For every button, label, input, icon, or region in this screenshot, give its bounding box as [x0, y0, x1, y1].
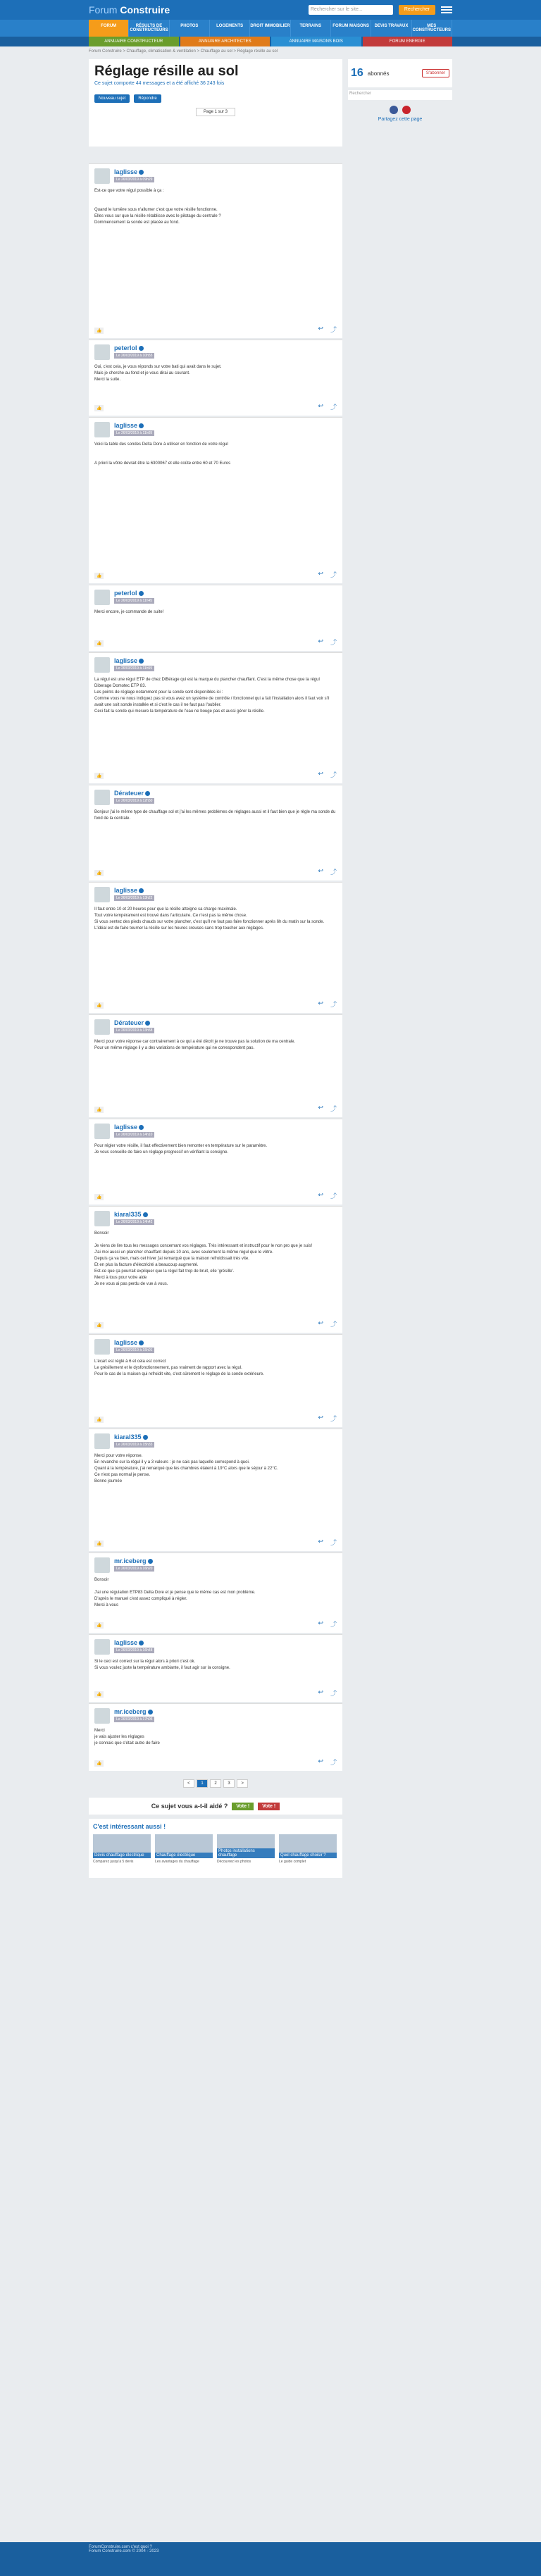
reply-icon[interactable]: ↩	[318, 1757, 323, 1765]
post-meta: Le 26/03/2019 à 14h42	[114, 1219, 154, 1225]
content-wrap	[89, 46, 452, 1864]
verified-icon	[139, 591, 144, 596]
subscriber-label: abonnés	[367, 70, 390, 77]
share-icon[interactable]: ⤴	[330, 1621, 337, 1628]
nav-item[interactable]: MES CONSTRUCTEURS	[412, 20, 452, 37]
verified-icon	[143, 1435, 148, 1440]
verified-icon	[139, 659, 144, 664]
post	[89, 1014, 342, 1117]
like-button[interactable]: 👍	[94, 1107, 104, 1113]
post	[89, 585, 342, 651]
nav-item[interactable]: PHOTOS	[170, 20, 210, 37]
post-body: Voici la table des sondes Delta Dore à utiliser en fonction de votre régul A priori la vôtre devrait être la 6300067 et elle coûte entre 60 et 70 Euros	[94, 442, 231, 466]
sidebar-search[interactable]: Rechercher	[348, 90, 452, 100]
post	[89, 652, 342, 783]
post-author[interactable]: laglisse	[114, 1339, 138, 1346]
post-author[interactable]: laglisse	[114, 1639, 138, 1646]
share-icon[interactable]: ⤴	[330, 1193, 337, 1200]
footer-line: ForumConstruire.com c'est quoi ?	[89, 2545, 152, 2549]
vote-no-button[interactable]: Vote !	[258, 1803, 280, 1810]
like-button[interactable]: 👍	[94, 328, 104, 334]
post-author[interactable]: Dérateuer	[114, 1019, 144, 1026]
post-body: L'écart est réglé à 6 et cela est correct Le grésillement et le dysfonctionnement, pas vraiment de rapport avec la régul. Pour le cas de la maison qui refroidit vite, c'est sûrement le réglage de la sonde extérieure.	[94, 1359, 264, 1376]
subscriber-count: 16	[351, 67, 363, 79]
post-author[interactable]: kiaral335	[114, 1211, 142, 1218]
sidebar	[348, 59, 452, 122]
like-button[interactable]: 👍	[94, 1002, 104, 1009]
page-link[interactable]: 3	[223, 1779, 234, 1788]
main-nav	[0, 20, 541, 37]
post-meta: Le 26/03/2019 à 12h50	[114, 798, 154, 804]
avatar[interactable]	[94, 590, 110, 605]
menu-icon[interactable]	[441, 6, 452, 13]
avatar[interactable]	[94, 1124, 110, 1139]
post-author[interactable]: laglisse	[114, 168, 138, 175]
subnav-item[interactable]: ANNUAIRE MAISONS BOIS	[271, 37, 361, 46]
share-icon[interactable]: ⤴	[330, 326, 337, 333]
avatar[interactable]	[94, 1639, 110, 1655]
post-body: Merci encore, je commande de suite!	[94, 610, 164, 614]
related-card[interactable]: Chauffage électrique Les avantages du chauffage	[155, 1834, 213, 1865]
related-card[interactable]: Photos installations chauffage Découvrez les photos	[217, 1834, 275, 1865]
avatar[interactable]	[94, 422, 110, 437]
related-card[interactable]: Devis chauffage électrique Comparez jusqu'à 5 devis	[93, 1834, 151, 1865]
post-author[interactable]: mr.iceberg	[114, 1557, 147, 1564]
verified-icon	[148, 1559, 153, 1564]
share-label: Partagez cette page	[378, 117, 423, 122]
post	[89, 1703, 342, 1771]
post-body: Est-ce que votre régul possible à ça : Quand le lumière sous n'allumer c'est que votre résille fonctionne. Elles vous sur que la résille rétablisse avec le pilotage du centrale ? Dommencement la sonde est placée au fond.	[94, 189, 221, 225]
like-button[interactable]: 👍	[94, 640, 104, 647]
like-button[interactable]: 👍	[94, 1541, 104, 1547]
reply-icon[interactable]: ↩	[318, 1000, 323, 1007]
avatar[interactable]	[94, 1019, 110, 1035]
like-button[interactable]: 👍	[94, 1417, 104, 1423]
related-title: C'est intéressant aussi !	[93, 1823, 166, 1830]
page-selector[interactable]: Page 1 sur 3	[94, 110, 337, 114]
nav-item[interactable]: DEVIS TRAVAUX	[371, 20, 411, 37]
page-link[interactable]: 2	[210, 1779, 220, 1788]
verified-icon	[139, 170, 144, 175]
share-icon[interactable]: ⤴	[330, 1321, 337, 1328]
post-meta: Le 26/03/2019 à 17h05	[114, 1717, 154, 1722]
footer-line: Forum Construire.com © 2004 - 2023	[89, 2549, 159, 2553]
reply-icon[interactable]: ↩	[318, 770, 323, 777]
post-meta: Le 26/03/2019 à 16h48	[114, 1648, 154, 1653]
pagination	[89, 1779, 342, 1788]
page-link[interactable]: 1	[197, 1779, 207, 1788]
post	[89, 1634, 342, 1702]
post-body: Merci pour votre réponse. En revanche sur la régul il y a 3 valeurs : je ne sais pas laquelle correspond à quoi. Quant à la température, j'ai remarqué que les chambres étaient à 19°C alors que le séjour à 22°C. Ce n'est pas normal je pense. Bonne journée	[94, 1454, 278, 1483]
post	[89, 1553, 342, 1633]
post	[89, 417, 342, 583]
reply-icon[interactable]: ↩	[318, 1538, 323, 1545]
site-logo[interactable]: Forum Construire	[89, 4, 170, 15]
post	[89, 785, 342, 881]
share-icon[interactable]: ⤴	[330, 404, 337, 411]
post-meta: Le 26/03/2019 à 11h59	[114, 666, 154, 671]
subnav-item[interactable]: ANNUAIRE CONSTRUCTEUR	[89, 37, 179, 46]
post-meta: Le 26/03/2019 à 10h55	[114, 353, 154, 359]
share-icon[interactable]: ⤴	[330, 1539, 337, 1546]
nav-item[interactable]: TERRAINS	[291, 20, 331, 37]
post-meta: Le 26/03/2019 à 13h58	[114, 1028, 154, 1033]
subnav-item[interactable]: FORUM ENERGIE	[363, 37, 453, 46]
reply-icon[interactable]: ↩	[318, 637, 323, 645]
avatar[interactable]	[94, 887, 110, 902]
subscribers-box	[348, 59, 452, 87]
post-author[interactable]: peterlol	[114, 344, 137, 351]
post-body: Pour régler votre résille, il faut effectivement bien remonter en température sur le paramètre. Je vous conseille de faire un réglage progressif en vérifiant la consigne.	[94, 1144, 268, 1155]
sub-nav	[0, 37, 541, 46]
avatar[interactable]	[94, 1557, 110, 1573]
post-author[interactable]: laglisse	[114, 1124, 138, 1131]
post-body: Merci je vais ajuster les réglages je connais que c'était autre de faire	[94, 1729, 160, 1746]
avatar[interactable]	[94, 1211, 110, 1226]
page-subtitle: Ce sujet comporte 44 messages et a été affiché 36 243 fois	[94, 81, 225, 86]
like-button[interactable]: 👍	[94, 1622, 104, 1629]
post-body: Il faut entre 10 et 20 heures pour que la résille atteigne sa charge maximale. Tout votre tempérament est trouvé dans l'articulaire. Ce n'est pas la même chose. Si vous sentez des pieds chauds sur votre plancher, c'est qu'il ne faut pas faire fonctionner après 6h du matin sur la sonde. L'idéal est de faire tourner la résille sur les heures creuses sans trop toucher aux réglages.	[94, 907, 325, 931]
vote-yes-button[interactable]: Vote !	[232, 1803, 254, 1810]
like-button[interactable]: 👍	[94, 1760, 104, 1767]
verified-icon	[139, 346, 144, 351]
nav-item[interactable]: FORUM	[89, 20, 129, 37]
share-box	[348, 106, 452, 122]
post	[89, 340, 342, 416]
reply-icon[interactable]: ↩	[318, 867, 323, 874]
post-meta: Le 26/03/2019 à 16h20	[114, 1566, 154, 1572]
share-icon[interactable]: ⤴	[330, 1690, 337, 1697]
post-author[interactable]: Dérateuer	[114, 790, 144, 797]
post-body: Bonjour j'ai le même type de chauffage sol et j'ai les mêmes problèmes de réglages aussi et il faut bien que je règle ma sonde du fond de la centrale.	[94, 810, 336, 821]
page-next[interactable]: >	[237, 1779, 248, 1788]
reply-icon[interactable]: ↩	[318, 1191, 323, 1198]
verified-icon	[139, 888, 144, 893]
subscribe-button[interactable]: S'abonner	[422, 69, 449, 77]
share-icon[interactable]: ⤴	[330, 1105, 337, 1112]
vote-box	[89, 1798, 342, 1815]
reply-icon[interactable]: ↩	[318, 1104, 323, 1111]
share-icon[interactable]: ⤴	[330, 571, 337, 578]
facebook-icon[interactable]	[390, 106, 398, 114]
post-meta: Le 26/03/2019 à 15h01	[114, 1348, 154, 1353]
search-input[interactable]: Rechercher sur le site...	[309, 5, 393, 15]
post	[89, 163, 342, 338]
post-body: Merci pour votre réponse car contrairement à ce qui a été décrit je ne trouve pas la solution de ma centrale. Pour un même réglage il y a des variations de température qui ne correspondent pas.	[94, 1040, 296, 1050]
footer	[0, 2542, 541, 2576]
breadcrumb[interactable]: Forum Construire > Chauffage, climatisation & ventilation > Chauffage au sol > Réglage résille au sol	[89, 49, 278, 54]
verified-icon	[145, 1021, 150, 1026]
post-body: Bonsoir J'ai une régulation ETP83 Delta Dore et je pense que le même cas est mon problème. D'après le manuel c'est assez compliqué à régler. Merci à vous	[94, 1578, 256, 1607]
search-button[interactable]: Rechercher	[399, 5, 435, 15]
related-box	[89, 1819, 342, 1878]
post	[89, 1334, 342, 1427]
subnav-item[interactable]: ANNUAIRE ARCHITECTES	[180, 37, 270, 46]
share-icon[interactable]: ⤴	[330, 639, 337, 646]
reply-button[interactable]: Répondre	[134, 94, 161, 103]
like-button[interactable]: 👍	[94, 1322, 104, 1329]
verified-icon	[139, 1641, 144, 1645]
like-button[interactable]: 👍	[94, 773, 104, 779]
avatar[interactable]	[94, 1339, 110, 1355]
avatar[interactable]	[94, 657, 110, 673]
post	[89, 1429, 342, 1551]
post-body: La régul est une régul ETP de chez DiBérage qui est la marque du plancher chauffant. C'est la même chose que la régul Diberage Domotec ETP 83. Les points de réglage notamment pour la sonde sont disponibles ici : Comme vous ne nous indiquez pas si vous avez un système de contrôle / fonctionnel qui a fait l'installation alors il faut voir s'il avait une soit sonde installée et si c'est le cas il ne faut pas l'oublier. Ceci fait la sonde qui mesure la température de l'eau ne bouge pas et aussi gérer la résille.	[94, 678, 330, 714]
avatar[interactable]	[94, 1708, 110, 1724]
nav-item[interactable]: LOGEMENTS	[210, 20, 250, 37]
like-button[interactable]: 👍	[94, 1691, 104, 1698]
verified-icon	[143, 1212, 148, 1217]
share-icon[interactable]: ⤴	[330, 1001, 337, 1008]
post-body: Oui, c'est cela, je vous réponds sur votre bati qui avait dans le sujet. Mais je cherche au fond et je vous dirai au courant. Merci la suite.	[94, 365, 222, 382]
page-title: Réglage résille au sol	[94, 63, 239, 79]
top-bar	[0, 0, 541, 20]
post-meta: Le 26/03/2019 à 14h10	[114, 1132, 154, 1138]
like-button[interactable]: 👍	[94, 1194, 104, 1200]
reply-icon[interactable]: ↩	[318, 325, 323, 332]
reply-icon[interactable]: ↩	[318, 1319, 323, 1326]
reply-icon[interactable]: ↩	[318, 1414, 323, 1421]
post-meta: Le 26/03/2019 à 11h09	[114, 430, 154, 436]
pinterest-icon[interactable]	[402, 106, 411, 114]
post-meta: Le 26/03/2019 à 09h29	[114, 177, 154, 182]
post	[89, 1119, 342, 1205]
page-prev[interactable]: <	[183, 1779, 194, 1788]
post	[89, 1206, 342, 1333]
nav-item[interactable]: FORUM MAISONS	[331, 20, 371, 37]
vote-question: Ce sujet vous a-t-il aidé ?	[151, 1803, 228, 1810]
avatar[interactable]	[94, 790, 110, 805]
avatar[interactable]	[94, 168, 110, 184]
post-author[interactable]: laglisse	[114, 887, 138, 894]
verified-icon	[139, 423, 144, 428]
like-button[interactable]: 👍	[94, 573, 104, 579]
reply-icon[interactable]: ↩	[318, 1619, 323, 1626]
reply-icon[interactable]: ↩	[318, 1688, 323, 1695]
post-body: Bonsoir Je viens de lire tous les messages concernant vos réglages. Très intéressant et instructif pour le non pro que je suis! J'ai moi aussi un plancher chauffant depuis 10 ans, avec seulement la même régul que le vôtre. Depuis ça va bien, mais cet hiver j'ai remarqué que la maison refroidissait très vite. Et en plus la facture d'électricité a beaucoup augmenté. Est-ce que ça pourrait expliquer que la régul fait trop de bruit, elle 'grésille'. Merci à tous pour votre aide Je ne vous ai pas perdu de vue à vous.	[94, 1231, 313, 1286]
title-box	[89, 59, 342, 147]
like-button[interactable]: 👍	[94, 405, 104, 411]
like-button[interactable]: 👍	[94, 870, 104, 876]
verified-icon	[139, 1340, 144, 1345]
verified-icon	[139, 1125, 144, 1130]
nav-item[interactable]: RÉSULTS DE CONSTRUCTEURS	[129, 20, 169, 37]
main-column	[89, 59, 342, 147]
post	[89, 882, 342, 1013]
post-author[interactable]: peterlol	[114, 590, 137, 597]
post-meta: Le 26/03/2019 à 13h22	[114, 895, 154, 901]
post-meta: Le 26/03/2019 à 15h33	[114, 1442, 154, 1448]
reply-icon[interactable]: ↩	[318, 570, 323, 577]
verified-icon	[148, 1710, 153, 1715]
avatar[interactable]	[94, 344, 110, 360]
share-icon[interactable]: ⤴	[330, 771, 337, 778]
post-author[interactable]: kiaral335	[114, 1433, 142, 1441]
related-card[interactable]: Quel chauffage choisir ? Le guide complet	[279, 1834, 337, 1865]
avatar[interactable]	[94, 1433, 110, 1449]
share-icon[interactable]: ⤴	[330, 869, 337, 876]
post-author[interactable]: mr.iceberg	[114, 1708, 147, 1715]
share-icon[interactable]: ⤴	[330, 1759, 337, 1766]
nav-item[interactable]: DROIT IMMOBILIER	[250, 20, 290, 37]
post-body: Si le ceci est correct sur la régul alors à priori c'est ok. Si vous voulez juste la température ambiante, il faut agir sur la consigne.	[94, 1660, 230, 1670]
post-meta: Le 26/03/2019 à 11h45	[114, 598, 154, 604]
new-topic-button[interactable]: Nouveau sujet	[94, 94, 130, 103]
verified-icon	[145, 791, 150, 796]
post-author[interactable]: laglisse	[114, 657, 138, 664]
post-author[interactable]: laglisse	[114, 422, 138, 429]
reply-icon[interactable]: ↩	[318, 402, 323, 409]
share-icon[interactable]: ⤴	[330, 1415, 337, 1422]
